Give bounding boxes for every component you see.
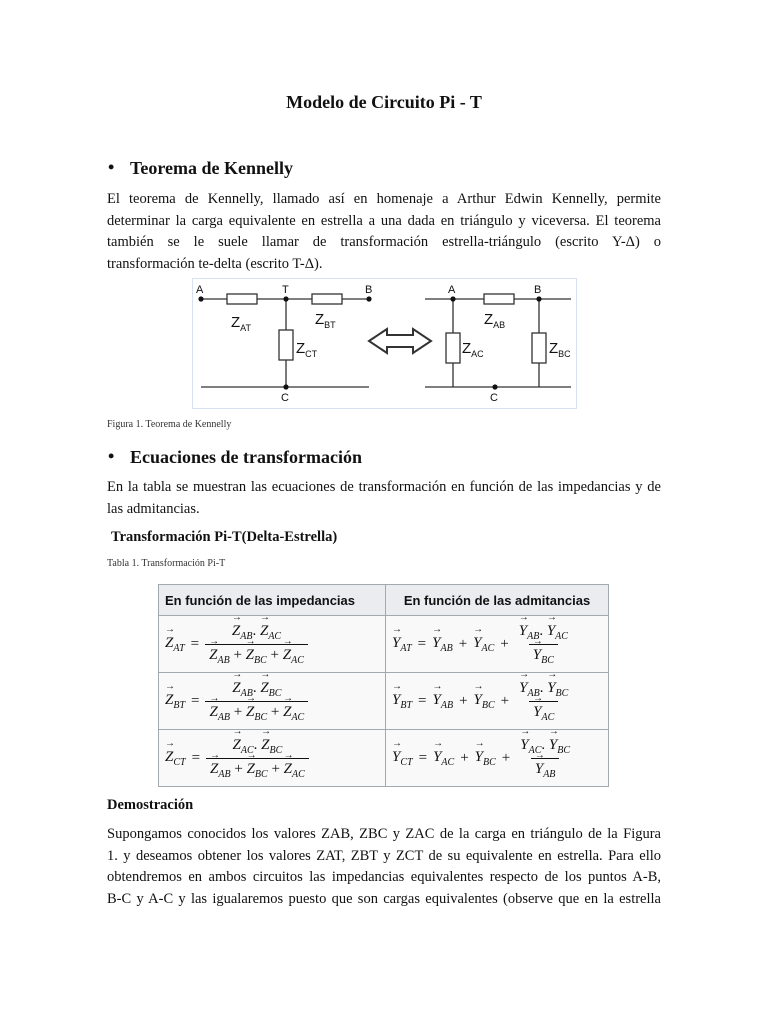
section-heading-kennelly: • Teorema de Kennelly (130, 158, 293, 179)
column-header: En función de las impedancias (159, 585, 386, 616)
impedance-formula: → $Z_{AT}$ = → $Z_{AB}$. → $Z_{AC}$ → $Z_{AB}$ + → $Z_{BC}$ + → $Z_{AC}$ (159, 616, 386, 673)
table-caption: Tabla 1. Transformación Pi-T (107, 558, 226, 569)
text-line: transformación te-delta (escrito T-Δ). (107, 255, 323, 272)
text-line: El teorema de Kennelly, llamado así en homenaje a Arthur Edwin Kennelly, permite (107, 191, 661, 207)
page-title: Modelo de Circuito Pi - T (286, 92, 482, 112)
impedance-label: $Z_{CT}$ (296, 340, 318, 359)
column-header: En función de las admitancias (386, 585, 609, 616)
text-line: 1. y deseamos obtener los valores ZAT, ZBT y ZCT de su equivalente en estrella. Para ello (107, 847, 661, 864)
node-label: C (490, 392, 498, 404)
text-line: obtendremos en ambos circuitos las impedancias equivalentes respecto de los puntos A-B, (107, 869, 661, 885)
text-line: Supongamos conocidos los valores ZAB, ZBC y ZAC de la carga en triángulo de la Figura (107, 826, 661, 842)
section-heading-ecuaciones: • Ecuaciones de transformación (130, 447, 362, 468)
kennelly-paragraph (107, 189, 661, 275)
node-label: C (281, 392, 289, 404)
table-row (159, 730, 609, 787)
impedance-label: $Z_{BT}$ (315, 311, 336, 330)
text-line: las admitancias. (107, 500, 200, 517)
text-line: también se le suele llamar de transformación estrella-triángulo (escrito Y-Δ) o (107, 234, 661, 250)
node-label: B (365, 284, 373, 296)
table-subheading: Transformación Pi-T(Delta-Estrella) (111, 529, 338, 545)
table-row (159, 673, 609, 730)
node-label: T (282, 284, 289, 296)
text-line: B-C y A-C y las igualaremos puesto que son cargas equivalentes (observe que en la estrella (107, 890, 661, 907)
text-line: En la tabla se muestran las ecuaciones de transformación en función de las impedancias y de (107, 479, 661, 495)
impedance-formula: → $Z_{BT}$ = → $Z_{AB}$. → $Z_{BC}$ → $Z_{AB}$ + → $Z_{BC}$ + → $Z_{AC}$ (159, 673, 386, 730)
table-row (159, 616, 609, 673)
node-label: A (196, 284, 204, 296)
node-label: B (534, 284, 542, 296)
impedance-label: $Z_{BC}$ (549, 340, 571, 359)
transformation-table (158, 584, 609, 787)
demostracion-heading: Demostración (107, 797, 194, 813)
admittance-formula: → $Y_{CT}$ = → $Y_{AC}$ + → $Y_{BC}$ + → $Y_{AC}$. → $Y_{BC}$ → $Y_{AB}$ (386, 730, 609, 787)
impedance-label: $Z_{AB}$ (484, 311, 506, 330)
admittance-formula: → $Y_{BT}$ = → $Y_{AB}$ + → $Y_{BC}$ + → $Y_{AB}$. → $Y_{BC}$ → $Y_{AC}$ (386, 673, 609, 730)
admittance-formula: → $Y_{AT}$ = → $Y_{AB}$ + → $Y_{AC}$ + → $Y_{AB}$. → $Y_{AC}$ → $Y_{BC}$ (386, 616, 609, 673)
kennelly-figure (192, 278, 577, 409)
impedance-formula: → $Z_{CT}$ = → $Z_{AC}$. → $Z_{BC}$ → $Z_{AB}$ + → $Z_{BC}$ + → $Z_{AC}$ (159, 730, 386, 787)
text-line: determinar la carga equivalente en estrella a una dada en triángulo y viceversa. El teorema (107, 212, 661, 229)
impedance-label: $Z_{AT}$ (231, 314, 252, 333)
demostracion-paragraph (107, 824, 661, 910)
impedance-label: $Z_{AC}$ (462, 340, 484, 359)
node-label: A (448, 284, 456, 296)
figure-caption: Figura 1. Teorema de Kennelly (107, 419, 232, 430)
ecuaciones-paragraph (107, 477, 661, 520)
